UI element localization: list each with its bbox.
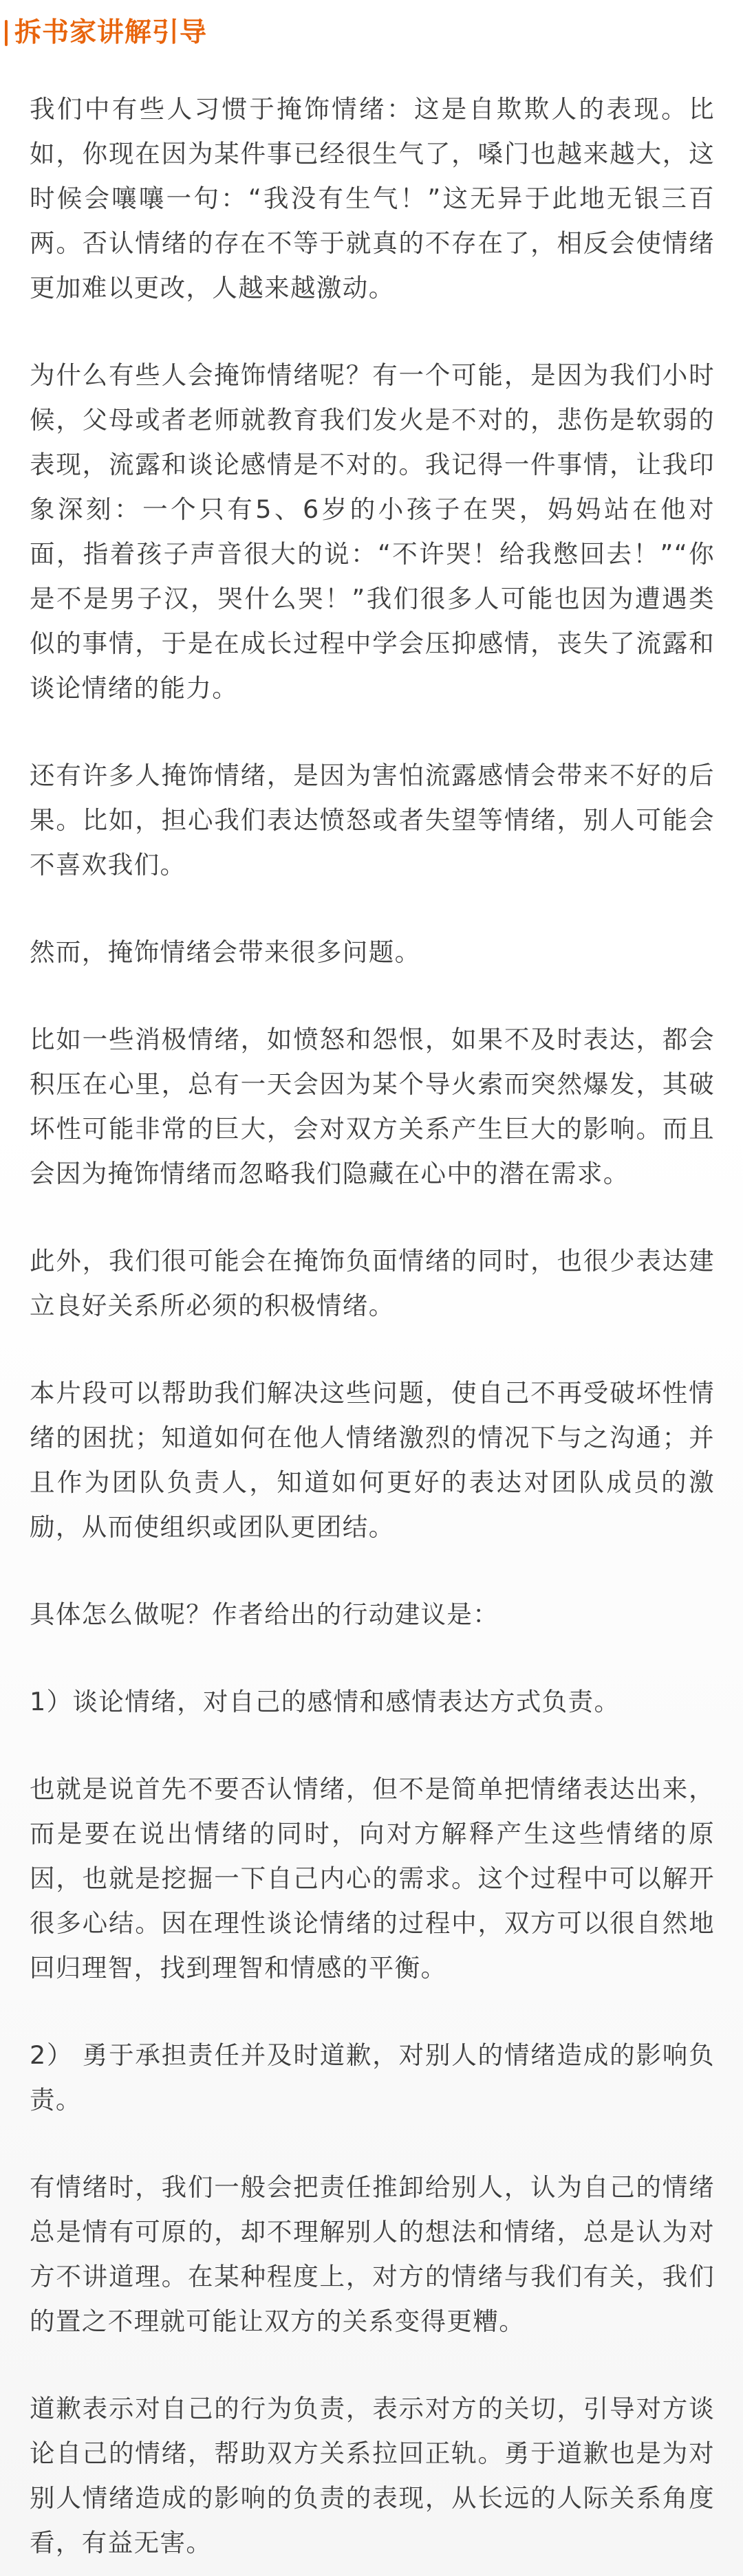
paragraph: 然而，掩饰情绪会带来很多问题。 <box>30 937 421 967</box>
paragraph: 具体怎么做呢？作者给出的行动建议是： <box>30 1600 499 1629</box>
paragraph: 比如一些消极情绪，如愤怒和怨恨，如果不及时表达，都会积压在心里，总有一天会因为某个导火索而突然爆发，其破坏性可能非常的巨大，会对双方关系产生巨大的影响。而且会因为掩饰情绪而忽略我们隐藏在心中的潜在需求。 <box>30 1025 715 1188</box>
action-item-heading: 2） 勇于承担责任并及时道歉，对别人的情绪造成的影响负责。 <box>30 2040 715 2115</box>
paragraph: 也就是说首先不要否认情绪，但不是简单把情绪表达出来，而是要在说出情绪的同时，向对方解释产生这些情绪的原因，也就是挖掘一下自己内心的需求。这个过程中可以解开很多心结。因在理性谈论情绪的过程中，双方可以很自然地回归理智，找到理智和情感的平衡。 <box>30 1774 715 1983</box>
paragraph: 此外，我们很可能会在掩饰负面情绪的同时，也很少表达建立良好关系所必须的积极情绪。 <box>30 1246 715 1320</box>
paragraph: 本片段可以帮助我们解决这些问题，使自己不再受破坏性情绪的困扰；知道如何在他人情绪激烈的情况下与之沟通；并且作为团队负责人，知道如何更好的表达对团队成员的激励，从而使组织或团队更团结。 <box>30 1378 715 1542</box>
article-body <box>30 87 715 2565</box>
paragraph: 有情绪时，我们一般会把责任推卸给别人，认为自己的情绪总是情有可原的，却不理解别人的想法和情绪，总是认为对方不讲道理。在某种程度上，对方的情绪与我们有关，我们的置之不理就可能让双方的关系变得更糟。 <box>30 2172 715 2336</box>
section-marker-bar <box>5 20 8 46</box>
paragraph: 为什么有些人会掩饰情绪呢？有一个可能，是因为我们小时候，父母或者老师就教育我们发火是不对的，悲伤是软弱的表现，流露和谈论感情是不对的。我记得一件事情，让我印象深刻：一个只有5、6岁的小孩子在哭，妈妈站在他对面，指着孩子声音很大的说：“不许哭！给我憋回去！”“你是不是男子汉，哭什么哭！”我们很多人可能也因为遭遇类似的事情，于是在成长过程中学会压抑感情，丧失了流露和谈论情绪的能力。 <box>30 360 715 703</box>
paragraph: 我们中有些人习惯于掩饰情绪：这是自欺欺人的表现。比如，你现在因为某件事已经很生气了，嗓门也越来越大，这时候会嚷嚷一句：“我没有生气！”这无异于此地无银三百两。否认情绪的存在不等于就真的不存在了，相反会使情绪更加难以更改，人越来越激动。 <box>30 94 715 303</box>
paragraph: 道歉表示对自己的行为负责，表示对方的关切，引导对方谈论自己的情绪，帮助双方关系拉回正轨。勇于道歉也是为对别人情绪造成的影响的负责的表现，从长远的人际关系角度看，有益无害。 <box>30 2394 715 2557</box>
action-item-heading: 1）谈论情绪，对自己的感情和感情表达方式负责。 <box>30 1687 621 1716</box>
section-header <box>0 12 743 54</box>
section-title: 拆书家讲解引导 <box>14 17 208 48</box>
paragraph: 还有许多人掩饰情绪，是因为害怕流露感情会带来不好的后果。比如，担心我们表达愤怒或者失望等情绪，别人可能会不喜欢我们。 <box>30 761 715 880</box>
